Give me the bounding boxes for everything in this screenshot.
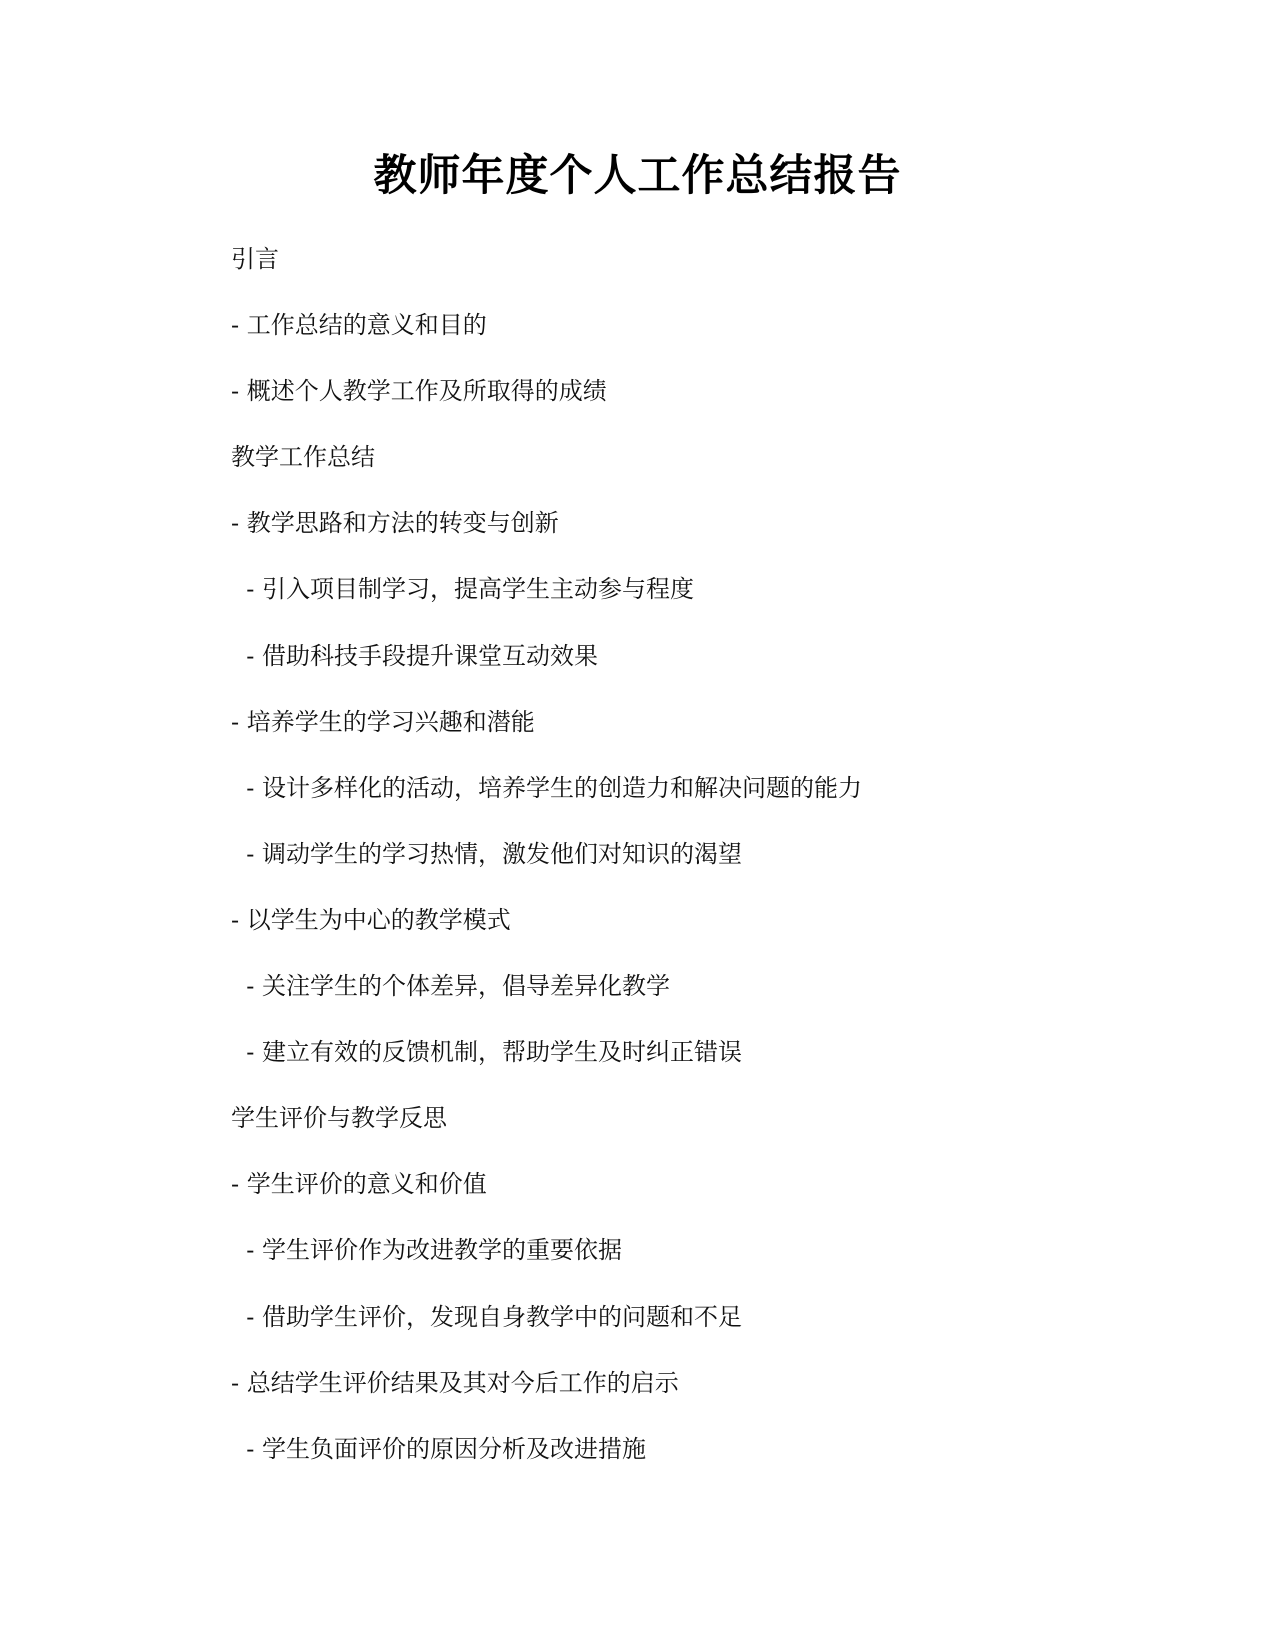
- section-heading-student-evaluation: 学生评价与教学反思: [231, 1104, 447, 1133]
- sub-list-item: - 学生负面评价的原因分析及改进措施: [231, 1434, 646, 1463]
- sub-list-item: - 引入项目制学习，提高学生主动参与程度: [231, 575, 694, 604]
- list-item: - 总结学生评价结果及其对今后工作的启示: [231, 1368, 679, 1397]
- list-item: - 培养学生的学习兴趣和潜能: [231, 707, 535, 736]
- list-item: - 学生评价的意义和价值: [231, 1170, 487, 1199]
- sub-list-item: - 借助科技手段提升课堂互动效果: [231, 641, 598, 670]
- section-heading-introduction: 引言: [231, 245, 279, 273]
- sub-list-item: - 学生评价作为改进教学的重要依据: [231, 1236, 622, 1265]
- section-heading-teaching-summary: 教学工作总结: [231, 443, 375, 472]
- list-item: - 以学生为中心的教学模式: [231, 905, 511, 934]
- sub-list-item: - 调动学生的学习热情，激发他们对知识的渴望: [231, 839, 742, 868]
- sub-list-item: - 借助学生评价，发现自身教学中的问题和不足: [231, 1302, 742, 1331]
- list-item: - 概述个人教学工作及所取得的成绩: [231, 377, 607, 406]
- list-item: - 教学思路和方法的转变与创新: [231, 509, 559, 538]
- sub-list-item: - 关注学生的个体差异，倡导差异化教学: [231, 972, 670, 1001]
- sub-list-item: - 设计多样化的活动，培养学生的创造力和解决问题的能力: [231, 773, 862, 802]
- document-body: [231, 244, 1051, 1500]
- sub-list-item: - 建立有效的反馈机制，帮助学生及时纠正错误: [231, 1038, 742, 1067]
- list-item: - 工作总结的意义和目的: [231, 311, 487, 340]
- document-title: 教师年度个人工作总结报告: [373, 151, 902, 201]
